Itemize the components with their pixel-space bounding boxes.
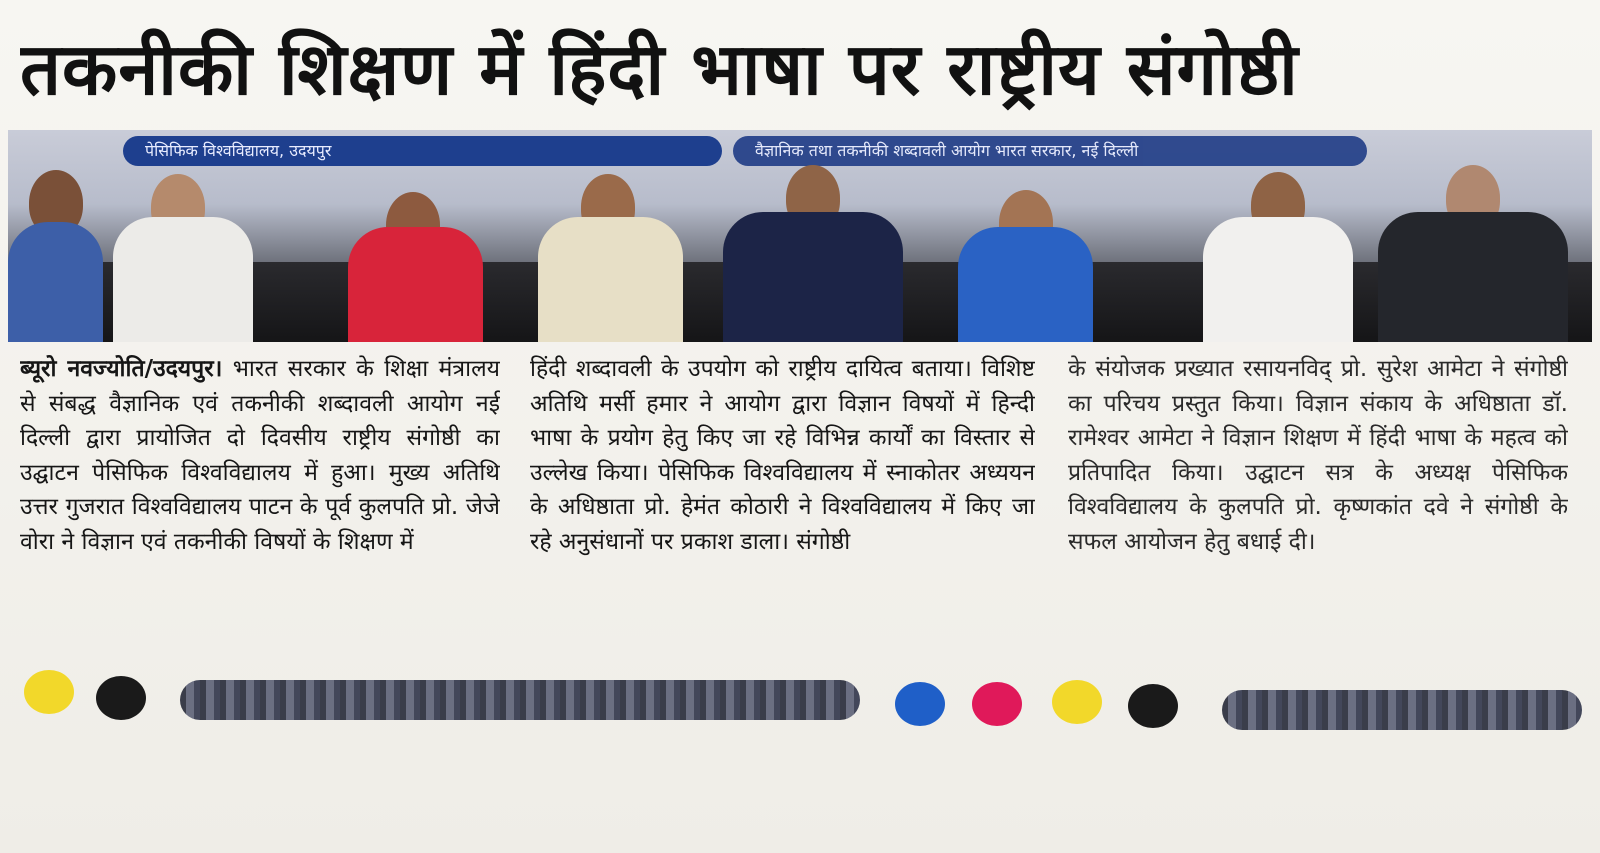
column-3-text: के संयोजक प्रख्यात रसायनविद् प्रो. सुरेश आमेटा ने संगोष्ठी का परिचय प्रस्तुत किया। विज्ञान संकाय के अधिष्ठाता डॉ. रामेश्वर आमेटा ने विज्ञान शिक्षण में हिंदी भाषा के महत्व को प्रतिपादित किया। उद्घाटन सत्र के अध्यक्ष पेसिफिक विश्वविद्यालय के कुलपति प्रो. कृष्णकांत दवे ने संगोष्ठी के सफल आयोजन हेतु बधाई दी। <box>1068 356 1568 555</box>
registration-dot-black <box>96 676 146 720</box>
column-1-text: भारत सरकार के शिक्षा मंत्रालय से संबद्ध वैज्ञानिक एवं तकनीकी शब्दावली आयोग नई दिल्ली द्वारा प्रायोजित दो दिवसीय राष्ट्रीय संगोष्ठी का उद्घाटन पेसिफिक विश्वविद्यालय में हुआ। मुख्य अतिथि उत्तर गुजरात विश्वविद्यालय पाटन के पूर्व कुलपति प्रो. जेजे वोरा ने विज्ञान एवं तकनीकी विषयों के शिक्षण में <box>20 356 500 555</box>
registration-dot-black-2 <box>1128 684 1178 728</box>
person-1 <box>8 152 103 342</box>
banner-commission: वैज्ञानिक तथा तकनीकी शब्दावली आयोग भारत सरकार, नई दिल्ली <box>733 136 1367 166</box>
headline: तकनीकी शिक्षण में हिंदी भाषा पर राष्ट्रीय संगोष्ठी <box>20 27 1299 111</box>
article-column-3 <box>1068 352 1568 662</box>
person-3 <box>338 162 488 342</box>
registration-dot-yellow-2 <box>1052 680 1102 724</box>
column-2-text: हिंदी शब्दावली के उपयोग को राष्ट्रीय दायित्व बताया। विशिष्ट अतिथि मर्सी हमार ने आयोग द्वारा विज्ञान विषयों में हिन्दी भाषा के प्रयोग हेतु किए जा रहे विभिन्न कार्यों का विस्तार से उल्लेख किया। पेसिफिक विश्वविद्यालय में स्नाकोतर अध्ययन के अधिष्ठाता प्रो. हेमंत कोठारी ने विश्वविद्यालय में किए जा रहे अनुसंधानों पर प्रकाश डाला। संगोष्ठी <box>530 356 1035 555</box>
registration-dot-magenta <box>972 682 1022 726</box>
person-7 <box>1198 152 1358 342</box>
registration-dot-yellow <box>24 670 74 714</box>
dateline: ब्यूरो नवज्योति/उदयपुर। <box>20 356 223 382</box>
registration-dot-blue <box>895 682 945 726</box>
article-column-1 <box>20 352 500 662</box>
person-6 <box>953 162 1098 342</box>
article-column-2 <box>530 352 1035 662</box>
registration-bar-left <box>180 680 860 720</box>
person-8 <box>1378 147 1568 342</box>
event-photo <box>8 130 1592 342</box>
registration-bar-right <box>1222 690 1582 730</box>
person-2 <box>103 152 253 342</box>
banner-university: पेसिफिक विश्वविद्यालय, उदयपुर <box>123 136 722 166</box>
person-4 <box>533 152 683 342</box>
person-5 <box>723 147 903 342</box>
